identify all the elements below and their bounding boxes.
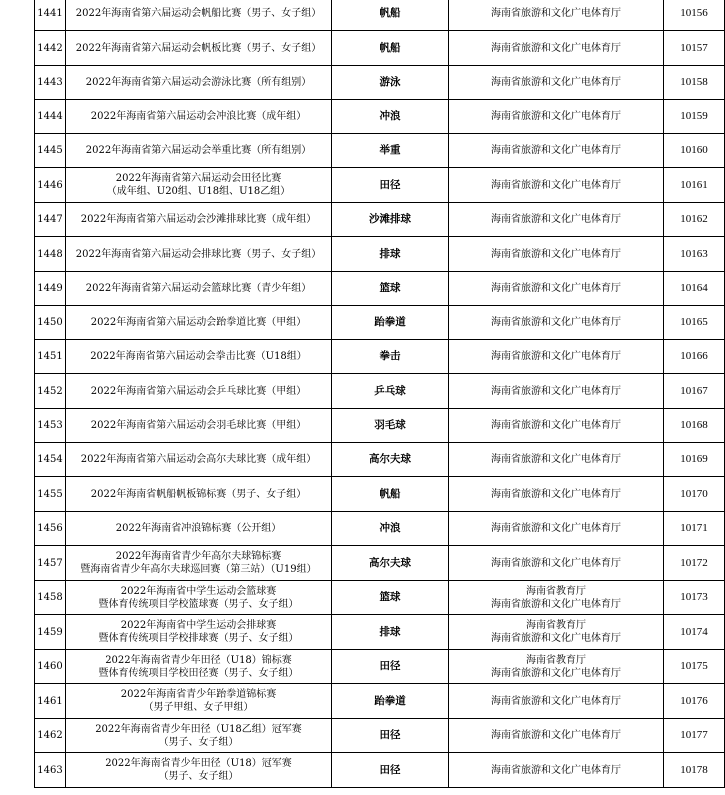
row-number-cell: 1453: [35, 409, 66, 443]
organizer-line: 海南省旅游和文化广电体育厅: [491, 111, 621, 122]
event-code-cell: 10177: [664, 719, 725, 753]
table-row: [35, 753, 725, 788]
sport-cell: 拳击: [332, 340, 449, 374]
event-code-cell: 10169: [664, 443, 725, 477]
organizer-line: 海南省旅游和文化广电体育厅: [491, 77, 621, 88]
event-name-line: 2022年海南省第六届运动会帆板比赛（男子、女子组）: [75, 42, 322, 54]
event-code-cell: 10170: [664, 477, 725, 512]
event-name-line: 2022年海南省冲浪锦标赛（公开组）: [115, 523, 282, 534]
sport-cell: 羽毛球: [332, 409, 449, 443]
event-name-line: 暨海南省青少年高尔夫球巡回赛（第三站）（U19组）: [80, 564, 317, 575]
event-name-line: 暨体育传统项目学校排球赛（男子、女子组）: [98, 633, 299, 644]
table-row: [35, 409, 725, 443]
competition-table-sheet: [34, 0, 708, 788]
event-code-cell: 10178: [664, 753, 725, 788]
table-row: [35, 374, 725, 409]
row-number-cell: 1462: [35, 719, 66, 753]
sport-cell: 排球: [332, 615, 449, 650]
organizer-cell: [449, 272, 664, 306]
event-name-line: 暨体育传统项目学校田径赛（男子、女子组）: [98, 667, 299, 679]
event-name-line: 2022年海南省青少年田径（U18乙组）冠军赛: [95, 723, 302, 735]
organizer-cell: [449, 719, 664, 753]
event-name-line: 2022年海南省第六届运动会篮球比赛（青少年组）: [85, 283, 312, 294]
event-name-line: 2022年海南省第六届运动会田径比赛: [115, 173, 282, 184]
event-name-line: 2022年海南省第六届运动会冲浪比赛（成年组）: [90, 111, 307, 122]
event-name-line: 2022年海南省第六届运动会乒乓球比赛（甲组）: [90, 385, 307, 397]
event-code-cell: 10166: [664, 340, 725, 374]
organizer-line: 海南省旅游和文化广电体育厅: [491, 248, 621, 260]
event-name-line: 2022年海南省青少年田径（U18）锦标赛: [105, 654, 292, 666]
event-code-cell: 10173: [664, 581, 725, 615]
row-number-cell: 1461: [35, 684, 66, 719]
row-number-cell: 1455: [35, 477, 66, 512]
organizer-cell: [449, 650, 664, 684]
table-row: [35, 477, 725, 512]
sport-cell: 高尔夫球: [332, 443, 449, 477]
organizer-line: 海南省旅游和文化广电体育厅: [491, 145, 621, 156]
sport-cell: 高尔夫球: [332, 546, 449, 581]
organizer-line: 海南省旅游和文化广电体育厅: [491, 633, 621, 644]
organizer-line: 海南省旅游和文化广电体育厅: [491, 420, 621, 431]
row-number-cell: 1449: [35, 272, 66, 306]
event-code-cell: 10156: [664, 0, 725, 31]
event-code-cell: 10175: [664, 650, 725, 684]
sport-cell: 排球: [332, 237, 449, 272]
organizer-cell: [449, 684, 664, 719]
event-name-cell: [66, 272, 332, 306]
event-name-cell: [66, 684, 332, 719]
table-row: [35, 272, 725, 306]
event-name-line: 2022年海南省中学生运动会篮球赛: [120, 585, 277, 597]
row-number-cell: 1459: [35, 615, 66, 650]
event-name-line: 2022年海南省第六届运动会举重比赛（所有组别）: [85, 145, 312, 156]
event-code-cell: 10174: [664, 615, 725, 650]
table-row: [35, 306, 725, 340]
organizer-line: 海南省旅游和文化广电体育厅: [491, 351, 621, 362]
row-number-cell: 1457: [35, 546, 66, 581]
competition-table: [34, 0, 725, 788]
event-name-cell: [66, 0, 332, 31]
event-code-cell: 10158: [664, 66, 725, 100]
row-number-cell: 1451: [35, 340, 66, 374]
event-name-line: 2022年海南省青少年高尔夫球锦标赛: [115, 551, 282, 562]
event-name-cell: [66, 66, 332, 100]
table-row: [35, 66, 725, 100]
organizer-cell: [449, 203, 664, 237]
table-row: [35, 100, 725, 134]
sport-cell: 冲浪: [332, 512, 449, 546]
organizer-line: 海南省旅游和文化广电体育厅: [491, 8, 621, 19]
organizer-cell: [449, 31, 664, 66]
organizer-line: 海南省旅游和文化广电体育厅: [491, 667, 621, 679]
event-code-cell: 10171: [664, 512, 725, 546]
sport-cell: 篮球: [332, 581, 449, 615]
event-code-cell: 10157: [664, 31, 725, 66]
row-number-cell: 1452: [35, 374, 66, 409]
sport-cell: 跆拳道: [332, 306, 449, 340]
event-name-cell: [66, 306, 332, 340]
event-name-cell: [66, 546, 332, 581]
event-code-cell: 10172: [664, 546, 725, 581]
table-row: [35, 237, 725, 272]
event-code-cell: 10163: [664, 237, 725, 272]
organizer-line: 海南省旅游和文化广电体育厅: [491, 454, 621, 465]
organizer-cell: [449, 340, 664, 374]
table-row: [35, 684, 725, 719]
table-row: [35, 650, 725, 684]
event-name-cell: [66, 409, 332, 443]
event-name-cell: [66, 237, 332, 272]
event-name-line: 2022年海南省第六届运动会跆拳道比赛（甲组）: [90, 317, 307, 328]
organizer-cell: [449, 615, 664, 650]
row-number-cell: 1442: [35, 31, 66, 66]
organizer-cell: [449, 409, 664, 443]
event-code-cell: 10167: [664, 374, 725, 409]
organizer-cell: [449, 374, 664, 409]
event-name-cell: [66, 581, 332, 615]
row-number-cell: 1446: [35, 168, 66, 203]
organizer-line: 海南省旅游和文化广电体育厅: [491, 523, 621, 534]
sport-cell: 田径: [332, 168, 449, 203]
row-number-cell: 1441: [35, 0, 66, 31]
table-row: [35, 512, 725, 546]
organizer-line: 海南省教育厅: [526, 585, 586, 597]
organizer-cell: [449, 237, 664, 272]
row-number-cell: 1450: [35, 306, 66, 340]
organizer-cell: [449, 546, 664, 581]
sport-cell: 冲浪: [332, 100, 449, 134]
event-name-line: 2022年海南省中学生运动会排球赛: [120, 620, 277, 631]
event-name-line: 2022年海南省第六届运动会沙滩排球比赛（成年组）: [80, 214, 317, 225]
event-name-cell: [66, 443, 332, 477]
row-number-cell: 1454: [35, 443, 66, 477]
organizer-cell: [449, 477, 664, 512]
event-code-cell: 10160: [664, 134, 725, 168]
sport-cell: 帆船: [332, 0, 449, 31]
event-name-line: 2022年海南省第六届运动会帆船比赛（男子、女子组）: [75, 8, 322, 19]
organizer-cell: [449, 443, 664, 477]
organizer-line: 海南省旅游和文化广电体育厅: [491, 317, 621, 328]
organizer-line: 海南省旅游和文化广电体育厅: [491, 283, 621, 294]
organizer-line: 海南省旅游和文化广电体育厅: [491, 385, 621, 397]
event-code-cell: 10164: [664, 272, 725, 306]
event-name-cell: [66, 753, 332, 788]
table-row: [35, 0, 725, 31]
event-name-cell: [66, 477, 332, 512]
organizer-line: 海南省旅游和文化广电体育厅: [491, 488, 621, 500]
row-number-cell: 1447: [35, 203, 66, 237]
event-code-cell: 10168: [664, 409, 725, 443]
event-name-line: 2022年海南省青少年田径（U18）冠军赛: [105, 758, 292, 769]
sport-cell: 帆船: [332, 31, 449, 66]
sport-cell: 田径: [332, 650, 449, 684]
organizer-line: 海南省旅游和文化广电体育厅: [491, 598, 621, 610]
event-name-line: （男子、女子组）: [158, 771, 239, 782]
table-body: [35, 0, 725, 788]
event-name-cell: [66, 650, 332, 684]
sport-cell: 举重: [332, 134, 449, 168]
table-row: [35, 615, 725, 650]
table-row: [35, 340, 725, 374]
event-code-cell: 10165: [664, 306, 725, 340]
event-name-cell: [66, 615, 332, 650]
sport-cell: 田径: [332, 753, 449, 788]
event-name-cell: [66, 100, 332, 134]
organizer-cell: [449, 66, 664, 100]
row-number-cell: 1445: [35, 134, 66, 168]
event-name-line: （成年组、U20组、U18组、U18乙组）: [106, 186, 291, 197]
event-code-cell: 10162: [664, 203, 725, 237]
table-row: [35, 546, 725, 581]
event-name-line: 2022年海南省青少年跆拳道锦标赛: [120, 689, 277, 700]
organizer-line: 海南省旅游和文化广电体育厅: [491, 179, 621, 191]
event-name-line: （男子甲组、女子甲组）: [143, 702, 254, 713]
event-name-cell: [66, 31, 332, 66]
event-name-line: 2022年海南省第六届运动会排球比赛（男子、女子组）: [75, 248, 322, 260]
organizer-line: 海南省旅游和文化广电体育厅: [491, 764, 621, 776]
sport-cell: 游泳: [332, 66, 449, 100]
organizer-line: 海南省旅游和文化广电体育厅: [491, 42, 621, 54]
organizer-cell: [449, 753, 664, 788]
event-name-cell: [66, 134, 332, 168]
event-name-line: 2022年海南省第六届运动会游泳比赛（所有组别）: [85, 77, 312, 88]
event-code-cell: 10159: [664, 100, 725, 134]
table-row: [35, 203, 725, 237]
event-name-line: 2022年海南省第六届运动会羽毛球比赛（甲组）: [90, 420, 307, 431]
row-number-cell: 1456: [35, 512, 66, 546]
event-name-cell: [66, 203, 332, 237]
organizer-cell: [449, 581, 664, 615]
event-code-cell: 10161: [664, 168, 725, 203]
row-number-cell: 1463: [35, 753, 66, 788]
organizer-line: 海南省教育厅: [526, 620, 586, 631]
event-name-cell: [66, 168, 332, 203]
event-name-line: 2022年海南省第六届运动会拳击比赛（U18组）: [90, 351, 307, 362]
sport-cell: 跆拳道: [332, 684, 449, 719]
event-name-line: 2022年海南省第六届运动会高尔夫球比赛（成年组）: [80, 454, 317, 465]
row-number-cell: 1448: [35, 237, 66, 272]
sport-cell: 沙滩排球: [332, 203, 449, 237]
table-row: [35, 31, 725, 66]
organizer-cell: [449, 100, 664, 134]
organizer-line: 海南省教育厅: [526, 654, 586, 666]
row-number-cell: 1458: [35, 581, 66, 615]
organizer-line: 海南省旅游和文化广电体育厅: [491, 730, 621, 741]
organizer-line: 海南省旅游和文化广电体育厅: [491, 557, 621, 569]
table-row: [35, 443, 725, 477]
sport-cell: 乒乓球: [332, 374, 449, 409]
event-name-cell: [66, 340, 332, 374]
row-number-cell: 1460: [35, 650, 66, 684]
row-number-cell: 1443: [35, 66, 66, 100]
organizer-cell: [449, 512, 664, 546]
event-name-cell: [66, 719, 332, 753]
organizer-line: 海南省旅游和文化广电体育厅: [491, 695, 621, 707]
event-name-cell: [66, 512, 332, 546]
organizer-cell: [449, 134, 664, 168]
event-name-line: 2022年海南省帆船帆板锦标赛（男子、女子组）: [90, 488, 307, 500]
sport-cell: 篮球: [332, 272, 449, 306]
organizer-cell: [449, 306, 664, 340]
table-row: [35, 581, 725, 615]
table-row: [35, 168, 725, 203]
event-code-cell: 10176: [664, 684, 725, 719]
table-row: [35, 134, 725, 168]
organizer-cell: [449, 0, 664, 31]
event-name-line: （男子、女子组）: [158, 736, 239, 748]
table-row: [35, 719, 725, 753]
organizer-cell: [449, 168, 664, 203]
event-name-line: 暨体育传统项目学校篮球赛（男子、女子组）: [98, 598, 299, 610]
sport-cell: 帆船: [332, 477, 449, 512]
row-number-cell: 1444: [35, 100, 66, 134]
event-name-cell: [66, 374, 332, 409]
organizer-line: 海南省旅游和文化广电体育厅: [491, 214, 621, 225]
sport-cell: 田径: [332, 719, 449, 753]
